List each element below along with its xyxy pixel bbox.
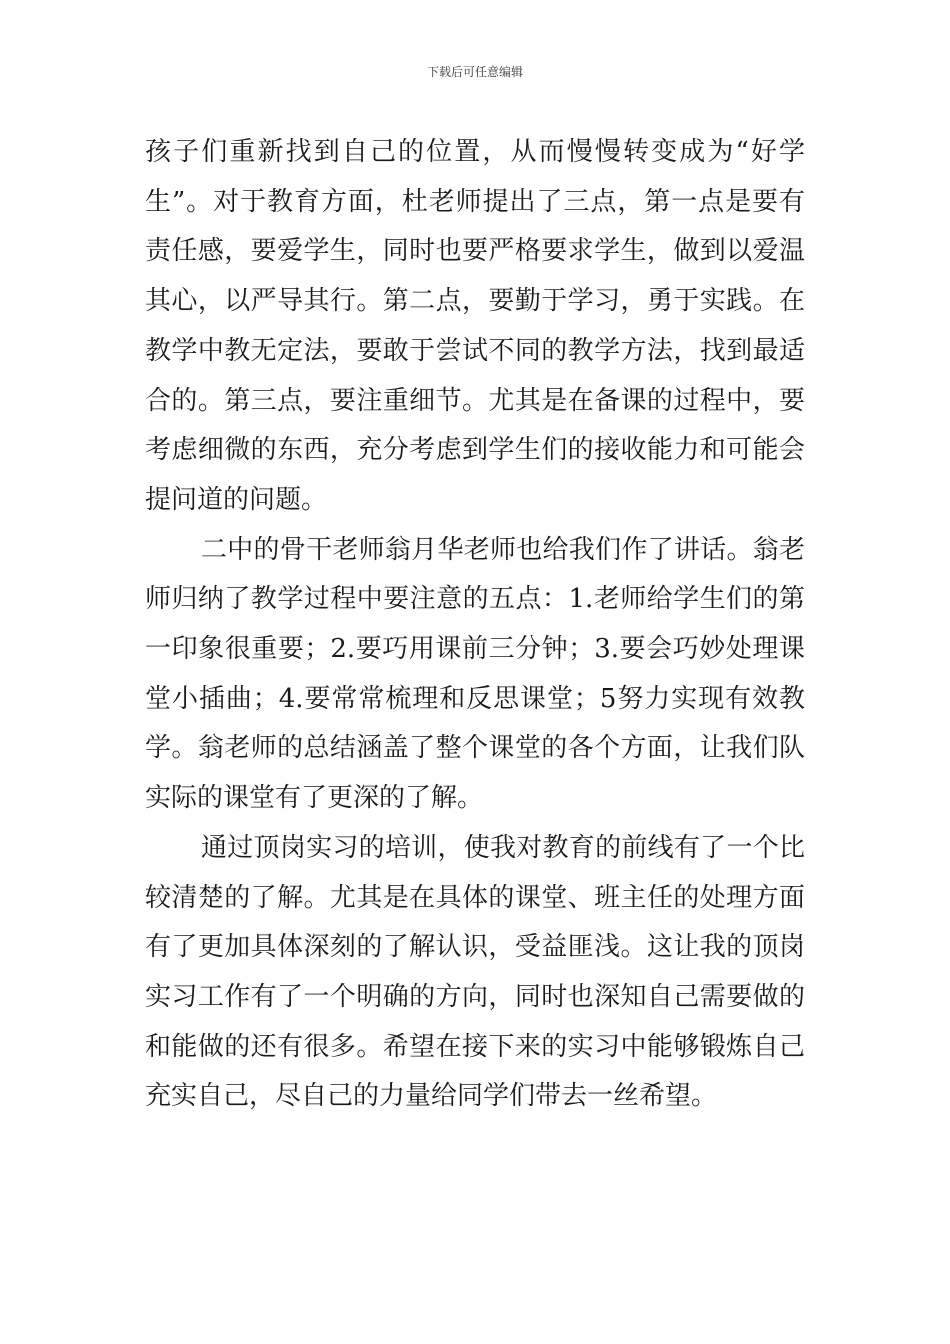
paragraph-3: 通过顶岗实习的培训，使我对教育的前线有了一个比较清楚的了解。尤其是在具体的课堂、班主任的处理方面有了更加具体深刻的了解认识，受益匪浅。这让我的顶岗实习工作有了一个明确的方向，同时也深知自己需要做的和能做的还有很多。希望在接下来的实习中能够锻炼自己充实自己，尽自己的力量给同学们带去一丝希望。: [145, 832, 805, 1112]
page-header: 下载后可任意编辑: [426, 65, 523, 79]
document-body: [145, 128, 805, 1122]
paragraph-2: 二中的骨干老师翁月华老师也给我们作了讲话。翁老师归纳了教学过程中要注意的五点：1.老师给学生们的第一印象很重要；2.要巧用课前三分钟；3.要会巧妙处理课堂小插曲；4.要常常梳理和反思课堂；5努力实现有效教学。翁老师的总结涵盖了整个课堂的各个方面，让我们队实际的课堂有了更深的了解。: [145, 534, 805, 814]
paragraph-1: 孩子们重新找到自己的位置，从而慢慢转变成为“好学生”。对于教育方面，杜老师提出了三点，第一点是要有责任感，要爱学生，同时也要严格要求学生，做到以爱温其心，以严导其行。第二点，要勤于学习，勇于实践。在教学中教无定法，要敢于尝试不同的教学方法，找到最适合的。第三点，要注重细节。尤其是在备课的过程中，要考虑细微的东西，充分考虑到学生们的接收能力和可能会提问道的问题。: [145, 137, 805, 515]
